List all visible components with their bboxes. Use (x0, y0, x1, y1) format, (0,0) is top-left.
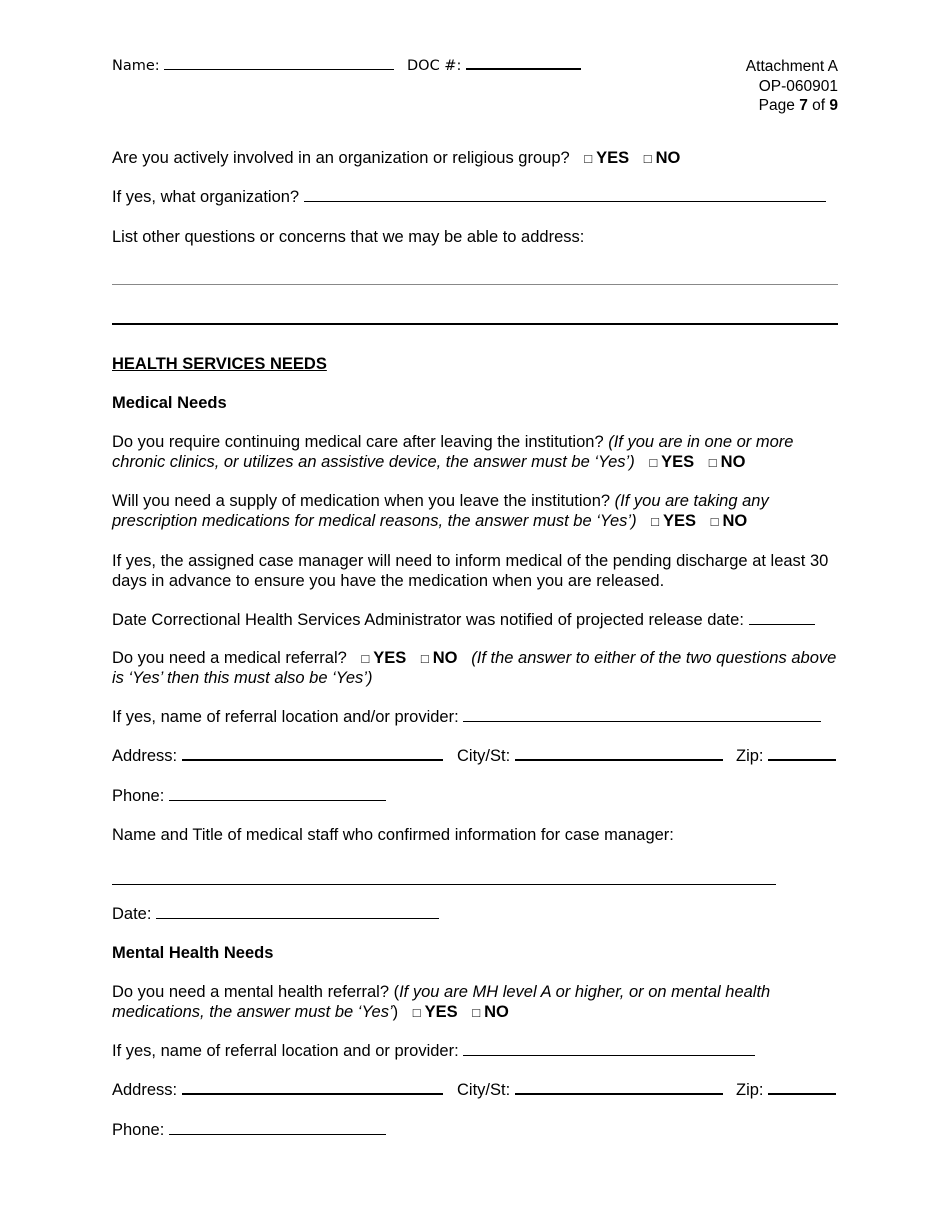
q1-no-checkbox[interactable]: □ (708, 454, 717, 470)
staff-label: Name and Title of medical staff who confirmed information for case manager: (112, 826, 674, 844)
concerns-line-1[interactable] (112, 284, 838, 285)
q1-yes-checkbox[interactable]: □ (649, 454, 658, 470)
medical-phone-input-line[interactable] (169, 799, 386, 801)
name-input-line[interactable] (164, 68, 394, 70)
medical-referral-question: Do you need a medical referral? □ YES □ NO (If the answer to either of the two questions above is ‘Yes’ then this must also be ‘Yes’) (112, 649, 837, 687)
medical-city-row: City/St: (457, 747, 723, 766)
q2-no-checkbox[interactable]: □ (710, 513, 719, 529)
name-field-row (112, 58, 394, 74)
mh-city-row: City/St: (457, 1081, 723, 1100)
date-notified-label: Date Correctional Health Services Administrator was notified of projected release date: (112, 611, 744, 629)
mh-no-checkbox[interactable]: □ (472, 1004, 481, 1020)
date-notified-row (112, 611, 815, 630)
medical-q1: Do you require continuing medical care after leaving the institution? (If you are in one or more chronic clinics, or utilizes an assistive device, the answer must be ‘Yes’) □ YES □ NO (112, 433, 794, 471)
medical-zip-input-line[interactable] (768, 758, 836, 761)
name-label: Name: (112, 58, 160, 74)
mh-phone-input-line[interactable] (169, 1133, 386, 1135)
org-question-row (112, 149, 680, 168)
mh-location-input-line[interactable] (463, 1054, 755, 1056)
medical-date-row: Date: (112, 905, 439, 924)
doc-field-row (407, 58, 581, 74)
section-title: HEALTH SERVICES NEEDS (112, 355, 327, 373)
q2-yes-checkbox[interactable]: □ (651, 513, 660, 529)
medical-city-input-line[interactable] (515, 758, 723, 761)
medical-zip-row: Zip: (736, 747, 836, 766)
referral-location-row (112, 708, 821, 727)
referral-yes-checkbox[interactable]: □ (361, 651, 370, 666)
medical-phone-row: Phone: (112, 787, 386, 806)
org-yes-checkbox[interactable]: □ (584, 151, 593, 166)
mh-yes-checkbox[interactable]: □ (412, 1004, 421, 1020)
mh-phone-row: Phone: (112, 1121, 386, 1140)
referral-location-label: If yes, name of referral location and/or provider: (112, 708, 459, 726)
org-which-row (112, 188, 826, 207)
medical-date-input-line[interactable] (156, 917, 439, 919)
mh-zip-input-line[interactable] (768, 1092, 836, 1095)
mh-address-row: Address: (112, 1081, 443, 1100)
doc-input-line[interactable] (466, 67, 581, 70)
mh-city-input-line[interactable] (515, 1092, 723, 1095)
referral-no-checkbox[interactable]: □ (420, 651, 429, 666)
org-question: Are you actively involved in an organization or religious group? (112, 149, 570, 167)
page-indicator: Page 7 of 9 (758, 97, 838, 114)
attachment-block (746, 57, 838, 116)
mh-address-input-line[interactable] (182, 1092, 443, 1095)
op-number: OP-060901 (758, 77, 838, 95)
mh-zip-row: Zip: (736, 1081, 836, 1100)
mental-heading: Mental Health Needs (112, 944, 274, 962)
org-yes-label: YES (596, 149, 630, 167)
medical-address-row: Address: (112, 747, 443, 766)
doc-label: DOC #: (407, 58, 462, 74)
org-which-label: If yes, what organization? (112, 188, 300, 206)
org-no-label: NO (655, 149, 681, 167)
mh-location-row: If yes, name of referral location and or provider: (112, 1042, 755, 1061)
medical-address-input-line[interactable] (182, 758, 443, 761)
date-notified-input-line[interactable] (749, 623, 815, 625)
medication-notice: If yes, the assigned case manager will need to inform medical of the pending discharge at least 30 days in advance to ensure you have the medication when you are released. (112, 552, 829, 590)
mental-referral-question: Do you need a mental health referral? (If you are MH level A or higher, or on mental health medications, the answer must be ‘Yes’) □ YES □ NO (112, 983, 771, 1021)
medical-heading: Medical Needs (112, 394, 227, 412)
org-which-input-line[interactable] (304, 200, 826, 202)
concerns-line-2[interactable] (112, 323, 838, 325)
staff-input-line[interactable] (112, 884, 776, 885)
medical-q2: Will you need a supply of medication when you leave the institution? (If you are taking any prescription medications for medical reasons, the answer must be ‘Yes’) □ YES □ NO (112, 492, 769, 530)
concerns-label: List other questions or concerns that we may be able to address: (112, 228, 585, 246)
attachment-label: Attachment A (745, 58, 838, 75)
org-no-checkbox[interactable]: □ (643, 151, 652, 166)
referral-location-input-line[interactable] (463, 720, 821, 722)
